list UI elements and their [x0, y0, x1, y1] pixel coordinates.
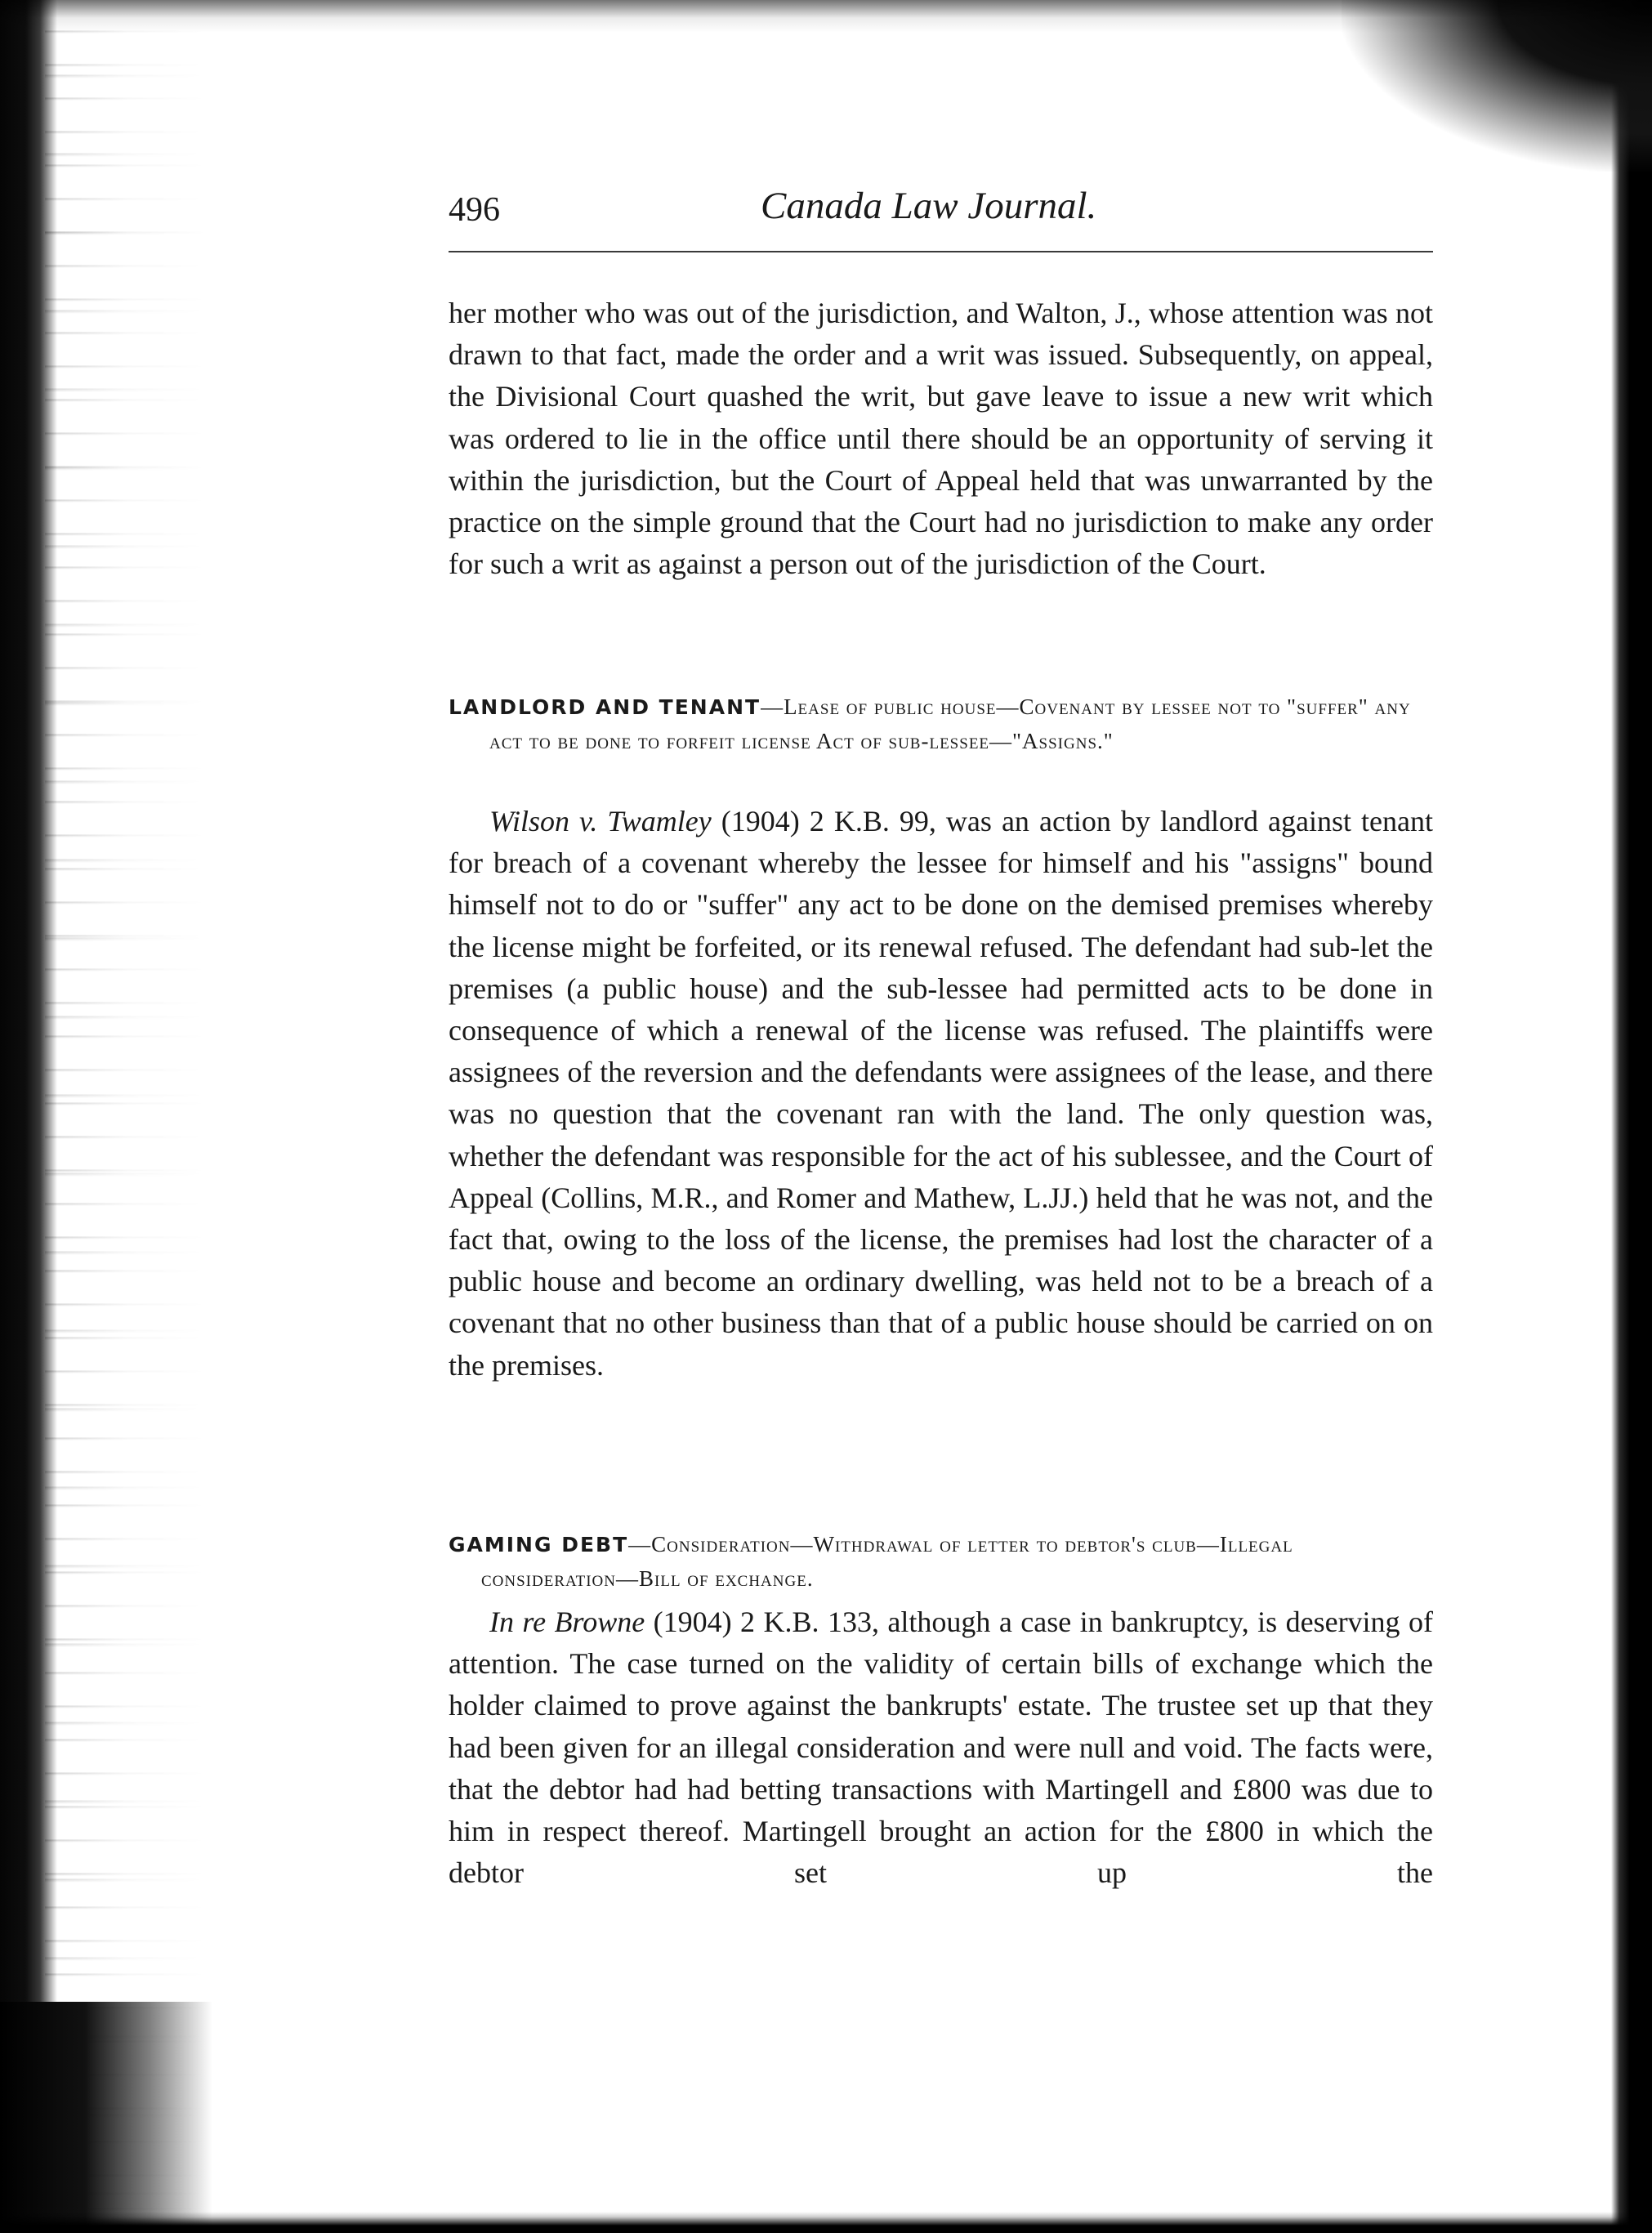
scan-shadow-top [0, 0, 1652, 33]
section-heading-landlord-tenant [449, 690, 1433, 759]
section-heading-subjects: —Consideration—Withdrawal of letter to debtor's club—Illegal consideration—Bill of exchange. [481, 1532, 1293, 1591]
page-number: 496 [449, 191, 500, 229]
scan-shadow-bottom [0, 2212, 1652, 2233]
section-heading-gaming-debt [449, 1528, 1433, 1597]
scan-shadow-bottom-left [0, 2002, 212, 2233]
journal-title: Canada Law Journal. [761, 185, 1097, 227]
running-head [449, 184, 1433, 241]
case-text: (1904) 2 K.B. 133, although a case in bankruptcy, is deserving of attention. The case turned on the validity of certain bills of exchange which the holder claimed to prove against the bankrupts' estate. The trustee set up that they had been given for an illegal consideration and were null and void. The facts were, that the debtor had had betting transactions with Martingell and £800 was due to him in respect thereof. Martingell brought an action for the £800 in which the debtor set up the [449, 1606, 1433, 1890]
case-paragraph-wilson-twamley [449, 801, 1433, 1387]
case-name: Wilson v. Twamley [489, 805, 712, 837]
case-name: In re Browne [489, 1606, 645, 1638]
section-heading-lead: LANDLORD AND TENANT [449, 695, 761, 719]
section-heading-lead: GAMING DEBT [449, 1533, 629, 1556]
section-heading-subjects: —Lease of public house—Covenant by lessee not to "suffer" any act to be done to forfeit license Act of sub-lessee—"Assigns." [489, 694, 1411, 753]
journal-page [449, 184, 1433, 1890]
header-rule [449, 251, 1433, 252]
continued-paragraph: her mother who was out of the jurisdiction, and Walton, J., whose attention was not drawn to that fact, made the order and a writ was issued. Subsequently, on appeal, the Divisional Court quashed the writ, but gave leave to issue a new writ which was ordered to lie in the office until there should be an opportunity of serving it within the jurisdiction, but the Court of Appeal held that was unwarranted by the practice on the simple ground that the Court had no jurisdiction to make any order for such a writ as against a person out of the jurisdiction of the Court. [449, 297, 1433, 581]
scan-noise-left [45, 0, 208, 2233]
case-paragraph-in-re-browne [449, 1601, 1433, 1894]
scan-shadow-right [1611, 0, 1652, 2233]
case-text: (1904) 2 K.B. 99, was an action by landlord against tenant for breach of a covenant whereby the lessee for himself and his "assigns" bound himself not to do or "suffer" any act to be done on the demised premises whereby the license might be forfeited, or its renewal refused. The defendant had sub-let the premises (a public house) and the sub-lessee had permitted acts to be done in consequence of which a renewal of the license was refused. The plaintiffs were assignees of the reversion and the defendants were assignees of the lease, and there was no question that the covenant ran with the land. The only question was, whether the defendant was responsible for the act of his sublessee, and the Court of Appeal (Collins, M.R., and Romer and Mathew, L.JJ.) held that he was not, and the fact that, owing to the loss of the license, the premises had lost the character of a public house and become an ordinary dwelling, was held not to be a breach of a covenant that no other business than that of a public house should be carried on on the premises. [449, 805, 1433, 1382]
